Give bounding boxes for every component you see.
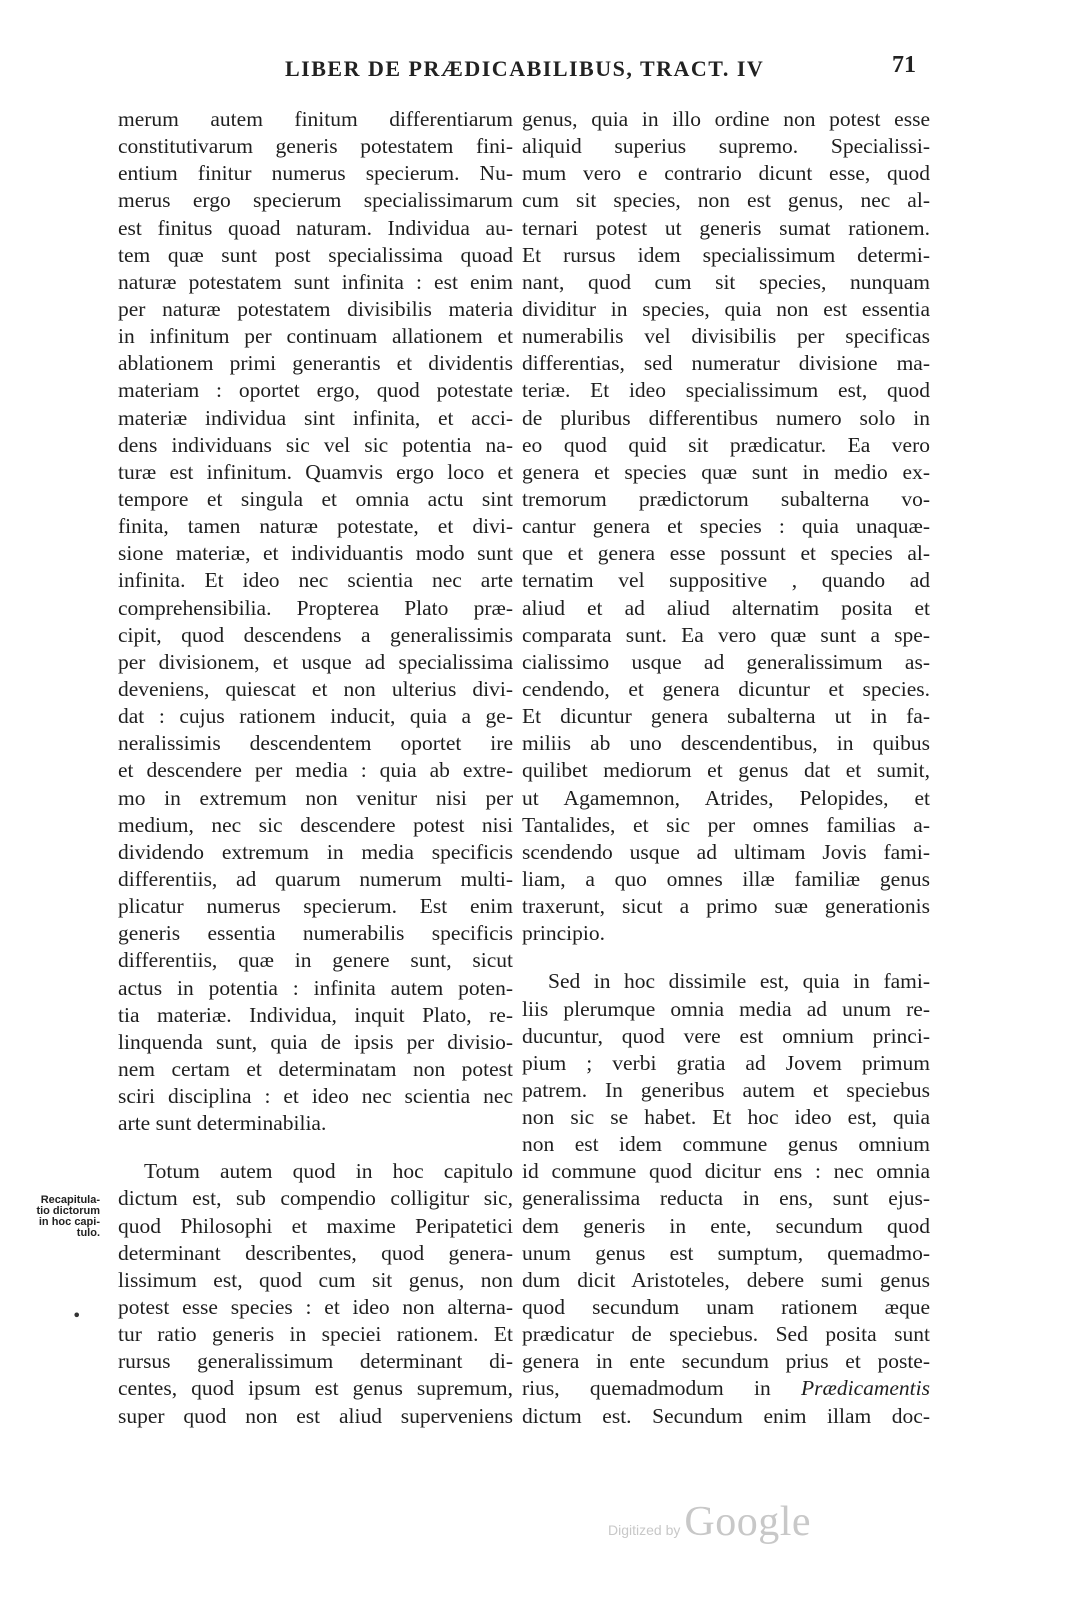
- text-line: numerabilis vel divisibilis per specificas: [522, 324, 930, 349]
- text-line: miliis ab uno descendentibus, in quibus: [522, 731, 930, 756]
- text-line: generalissima reducta in ens, sunt ejus-: [522, 1186, 930, 1211]
- text-line: non est idem commune genus omnium: [522, 1132, 930, 1157]
- running-title: LIBER DE PRÆDICABILIBUS, TRACT. IV: [285, 56, 765, 81]
- text-line: generis essentia numerabilis specificis: [118, 921, 513, 946]
- text-line: cendendo, et genera dicuntur et species.: [522, 676, 930, 701]
- right-column: [522, 106, 930, 1430]
- text-line: merus ergo specierum specialissimarum: [118, 188, 513, 213]
- text-line: unum genus est sumptum, quemadmo-: [522, 1240, 930, 1265]
- text-line: centes, quod ipsum est genus supremum,: [118, 1376, 513, 1401]
- text-line: non sic se habet. Et hoc ideo est, quia: [522, 1105, 930, 1130]
- text-line: Et rursus idem specialissimum determi-: [522, 242, 930, 267]
- text-line: Sed in hoc dissimile est, quia in fami-: [548, 969, 930, 994]
- text-line: teriæ. Et ideo specialissimum est, quod: [522, 378, 930, 403]
- text-line: materiæ individua sint infinita, et acci-: [118, 405, 513, 430]
- text-line: lissimum est, quod cum sit genus, non: [118, 1267, 513, 1292]
- text-line: eo quod quid sit prædicatur. Ea vero: [522, 432, 930, 457]
- text-line: rursus generalissimum determinant di-: [118, 1349, 513, 1374]
- text-line: finita, tamen naturæ potestate, et divi-: [118, 514, 513, 539]
- text-line: arte sunt determinabilia.: [118, 1111, 327, 1136]
- text-line: dictum est, sub compendio colligitur sic,: [118, 1186, 513, 1211]
- text-line: id commune quod dicitur ens : nec omnia: [522, 1159, 930, 1184]
- text-line: nant, quod cum sit species, nunquam: [522, 269, 930, 294]
- text-line: traxerunt, sicut a primo suæ generationis: [522, 894, 930, 919]
- text-line: de pluribus differentibus numero solo in: [522, 405, 930, 430]
- text-line: dem generis in ente, secundum quod: [522, 1213, 930, 1238]
- text-line: genera et species quæ sunt in medio ex-: [522, 459, 930, 484]
- text-line: infinita. Et ideo nec scientia nec arte: [118, 568, 513, 593]
- text-line: tia materiæ. Individua, inquit Plato, re-: [118, 1002, 513, 1027]
- text-line: ablationem primi generantis et dividentis: [118, 351, 513, 376]
- bullet-mark: •: [72, 1306, 82, 1325]
- text-line: quilibet mediorum et genus dat et sumit,: [522, 758, 930, 783]
- text-line: ternari potest ut generis sumat rationem.: [522, 215, 930, 240]
- text-line: mum vero e contrario dicunt esse, quod: [522, 161, 930, 186]
- text-line: ducuntur, quod vere est omnium princi-: [522, 1023, 930, 1048]
- text-line: tempore et singula et omnia actu sint: [118, 486, 513, 511]
- text-line: naturæ potestatem sunt infinita : est enim: [118, 269, 513, 294]
- text-line: nem certam et determinatam non potest: [118, 1056, 513, 1081]
- text-line: Tantalides, et sic per omnes familias a-: [522, 812, 930, 837]
- watermark-prefix: Digitized by: [608, 1522, 681, 1538]
- text-line: constitutivarum generis potestatem fini-: [118, 134, 513, 159]
- margin-note-line: Recapitula-: [40, 1194, 100, 1206]
- text-line: scendendo usque ad ultimam Jovis fami-: [522, 839, 930, 864]
- page-number: 71: [892, 52, 916, 78]
- text-line: dens individuans sic vel sic potentia na-: [118, 432, 513, 457]
- text-line: neralissimis descendentem oportet ire: [118, 731, 513, 756]
- text-line: potest esse species : et ideo non alterna-: [118, 1295, 513, 1320]
- text-line: tremorum prædictorum subalterna vo-: [522, 486, 930, 511]
- text-line: dum dicit Aristoteles, debere sumi genus: [522, 1267, 930, 1292]
- google-logo: Google: [684, 1499, 812, 1545]
- text-line: quod Philosophi et maxime Peripatetici: [118, 1213, 513, 1238]
- text-line: genus, quia in illo ordine non potest esse: [522, 107, 930, 131]
- text-line: cialissimo usque ad generalissimum as-: [522, 649, 930, 674]
- text-line: differentiis, ad quarum numerum multi-: [118, 866, 513, 891]
- text-line: cipit, quod descendens a generalissimis: [118, 622, 513, 647]
- text-line: plicatur numerus specierum. Est enim: [118, 894, 513, 919]
- text-line: principio.: [522, 921, 605, 946]
- text-line: tem quæ sunt post specialissima quoad: [118, 242, 513, 267]
- margin-note-line: tulo.: [76, 1227, 100, 1239]
- text-line: actus in potentia : infinita autem poten-: [118, 975, 513, 1000]
- text-line: pium ; verbi gratia ad Jovem primum: [522, 1050, 930, 1075]
- text-line: est finitus quoad naturam. Individua au-: [118, 215, 513, 240]
- digitized-watermark: [608, 1498, 811, 1546]
- text-line: medium, nec sic descendere potest nisi: [118, 812, 513, 837]
- text-line: patrem. In generibus autem et speciebus: [522, 1077, 930, 1102]
- text-fragment: rius, quemadmodum in: [522, 1376, 771, 1401]
- text-line: cum sit species, non est genus, nec al-: [522, 188, 930, 213]
- text-line: genera in ente secundum prius et poste-: [522, 1349, 930, 1374]
- text-line: Totum autem quod in hoc capitulo: [144, 1159, 513, 1184]
- text-line: que et genera esse possunt et species al-: [522, 541, 930, 566]
- margin-note: [22, 1195, 100, 1239]
- italic-title: Prædicamentis: [801, 1376, 930, 1401]
- text-line: ternatim vel suppositive , quando ad: [522, 568, 930, 593]
- text-line: [522, 1375, 930, 1402]
- text-line: comprehensibilia. Propterea Plato præ-: [118, 595, 513, 620]
- text-line: comparata sunt. Ea vero quæ sunt a spe-: [522, 622, 930, 647]
- text-line: et descendere per media : quia ab extre-: [118, 758, 513, 783]
- text-line: determinant describentes, quod genera-: [118, 1240, 513, 1265]
- text-line: quod secundum unam rationem æque: [522, 1295, 930, 1320]
- text-line: aliud et ad aliud alternatim posita et: [522, 595, 930, 620]
- text-line: mo in extremum non venitur nisi per: [118, 785, 513, 810]
- text-line: Et dicuntur genera subalterna ut in fa-: [522, 704, 930, 729]
- text-line: tur ratio generis in speciei rationem. Et: [118, 1322, 513, 1347]
- text-line: in infinitum per continuam allationem et: [118, 324, 513, 349]
- text-line: materiam : oportet ergo, quod potestate: [118, 378, 513, 403]
- text-line: per naturæ potestatem divisibilis materia: [118, 296, 513, 321]
- text-line: dictum est. Secundum enim illam doc-: [522, 1403, 930, 1428]
- text-line: merum autem finitum differentiarum: [118, 107, 513, 131]
- text-line: per divisionem, et usque ad specialissima: [118, 649, 513, 674]
- margin-note-line: tio dictorum: [36, 1205, 100, 1217]
- text-line: differentiis, quæ in genere sunt, sicut: [118, 948, 513, 973]
- text-line: dat : cujus rationem inducit, quia a ge-: [118, 704, 513, 729]
- text-line: dividitur in species, quia non est essentia: [522, 296, 930, 321]
- text-line: liis plerumque omnia media ad unum re-: [522, 996, 930, 1021]
- text-line: liam, a quo omnes illæ familiæ genus: [522, 866, 930, 891]
- text-line: dividendo extremum in media specificis: [118, 839, 513, 864]
- text-line: ut Agamemnon, Atrides, Pelopides, et: [522, 785, 930, 810]
- left-column: [118, 106, 513, 1430]
- text-line: deveniens, quiescat et non ulterius divi-: [118, 676, 513, 701]
- text-line: turæ est infinitum. Quamvis ergo loco et: [118, 459, 513, 484]
- text-line: sione materiæ, et individuantis modo sunt: [118, 541, 513, 566]
- text-line: sciri disciplina : et ideo nec scientia nec: [118, 1084, 513, 1109]
- text-line: prædicatur de speciebus. Sed posita sunt: [522, 1322, 930, 1347]
- text-line: super quod non est aliud superveniens: [118, 1403, 513, 1428]
- text-line: entium finitur numerus specierum. Nu-: [118, 161, 513, 186]
- text-line: linquenda sunt, quia de ipsis per divisio-: [118, 1029, 513, 1054]
- margin-note-line: in hoc capi-: [38, 1216, 100, 1228]
- text-line: aliquid superius supremo. Specialissi-: [522, 134, 930, 159]
- text-line: cantur genera et species : quia unaquæ-: [522, 514, 930, 539]
- text-line: differentias, sed numeratur divisione ma-: [522, 351, 930, 376]
